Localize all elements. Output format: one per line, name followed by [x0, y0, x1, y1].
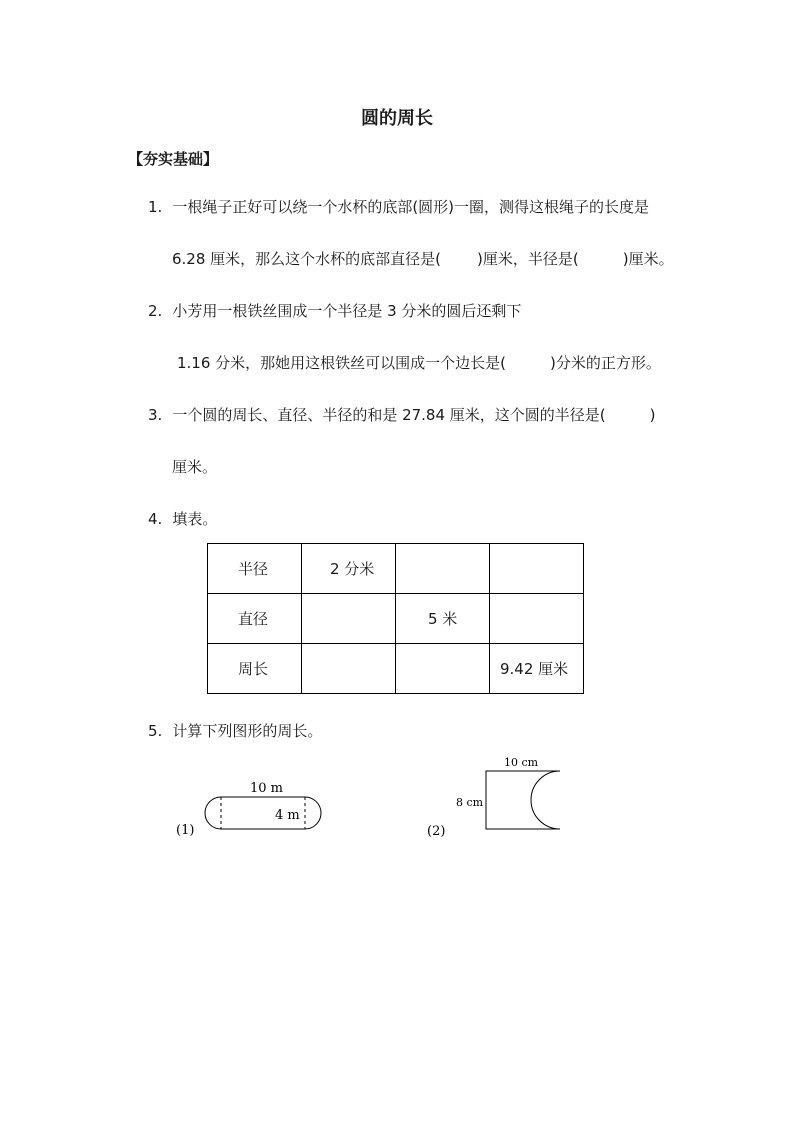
table-cell[interactable]	[490, 544, 584, 594]
question-2-line-2	[177, 352, 661, 373]
question-1-line-1	[148, 196, 649, 217]
question-1-text-a: 6.28 厘米，那么这个水杯的底部直径是(	[172, 250, 442, 268]
page-title: 圆的周长	[361, 108, 433, 129]
table-cell[interactable]	[490, 594, 584, 644]
table-cell: 直径	[208, 594, 302, 644]
section-heading: 【夯实基础】	[128, 150, 219, 168]
question-3-text-b: )	[649, 406, 656, 424]
figure-1-stadium	[170, 770, 340, 850]
figure-2-label: (2)	[427, 824, 446, 839]
question-1-text: 一根绳子正好可以绕一个水杯的底部(圆形)一圈，测得这根绳子的长度是	[172, 198, 650, 216]
figure-2-height-label: 8 cm	[456, 796, 484, 809]
figure-2-width-label: 10 cm	[504, 756, 539, 769]
figure-2-outline	[486, 771, 560, 829]
question-3-line-1	[148, 404, 656, 425]
table-row	[208, 644, 584, 694]
table-cell[interactable]: 2 分米	[302, 544, 396, 594]
question-5-number: 5.	[148, 722, 163, 740]
fill-in-table	[207, 543, 584, 694]
table-row	[208, 594, 584, 644]
question-2-text: 小芳用一根铁丝围成一个半径是 3 分米的圆后还剩下	[172, 302, 522, 320]
question-2-text-a: 1.16 分米，那她用这根铁丝可以围成一个边长是(	[177, 354, 507, 372]
figure-1-width-label: 4 m	[275, 808, 300, 823]
question-1-text-b: )厘米，半径是(	[477, 250, 579, 268]
question-3-text-a: 一个圆的周长、直径、半径的和是 27.84 厘米，这个圆的半径是(	[172, 406, 606, 424]
question-3-number: 3.	[148, 406, 163, 424]
figure-1-label: (1)	[176, 823, 195, 838]
stadium-outline	[205, 797, 321, 829]
question-4-text: 填表。	[172, 510, 218, 528]
table-row	[208, 544, 584, 594]
question-2-text-b: )分米的正方形。	[550, 354, 661, 372]
table-cell[interactable]	[302, 644, 396, 694]
table-cell[interactable]	[302, 594, 396, 644]
table-cell: 半径	[208, 544, 302, 594]
figure-2-shape	[420, 752, 580, 842]
question-2-number: 2.	[148, 302, 163, 320]
question-3-line-2: 厘米。	[172, 458, 218, 476]
question-5-text: 计算下列图形的周长。	[172, 722, 323, 740]
figure-1-length-label: 10 m	[250, 781, 284, 796]
table-cell[interactable]: 5 米	[396, 594, 490, 644]
question-1-line-2	[172, 248, 674, 269]
question-1-number: 1.	[148, 198, 163, 216]
question-2-line-1	[148, 300, 521, 321]
table-cell: 周长	[208, 644, 302, 694]
question-4-number: 4.	[148, 510, 163, 528]
question-5-line	[148, 720, 322, 741]
question-4-line	[148, 508, 217, 529]
table-cell[interactable]	[396, 644, 490, 694]
table-cell[interactable]	[396, 544, 490, 594]
question-1-text-c: )厘米。	[622, 250, 674, 268]
table-cell[interactable]: 9.42 厘米	[490, 644, 584, 694]
